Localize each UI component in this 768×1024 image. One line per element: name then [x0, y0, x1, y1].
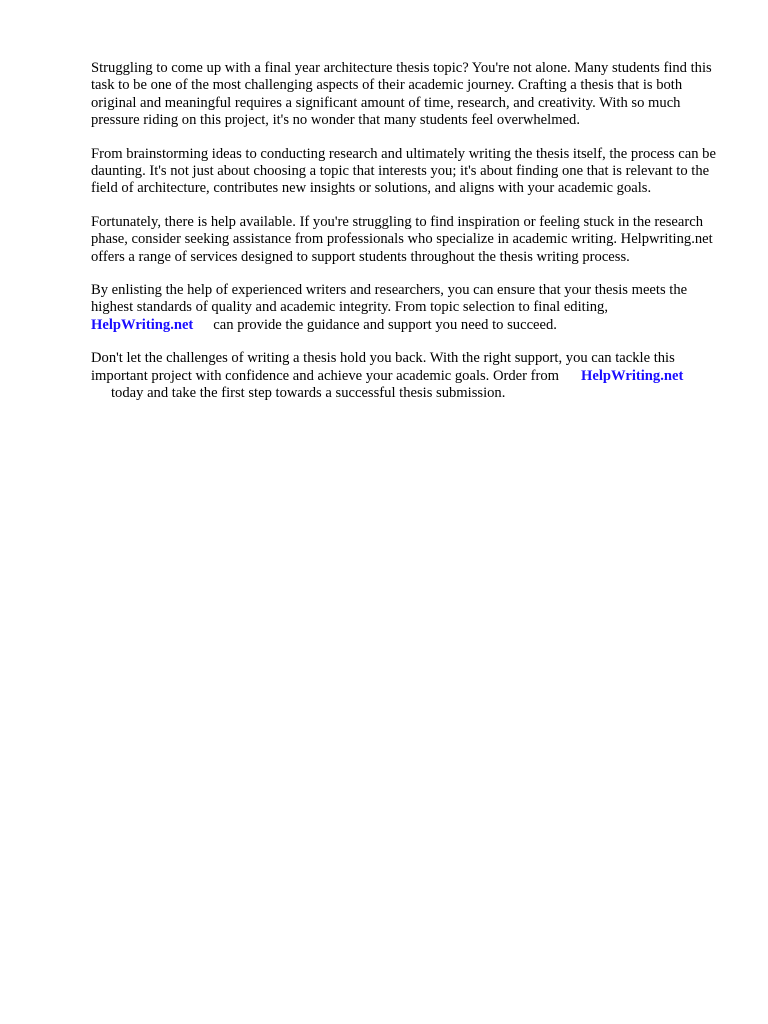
paragraph-order-tail: today and take the first step towards a successful thesis submission.	[111, 385, 506, 402]
helpwriting-order-link[interactable]: HelpWriting.net	[581, 367, 684, 384]
helpwriting-link[interactable]: HelpWriting.net	[91, 316, 194, 333]
paragraph-intro: Struggling to come up with a final year architecture thesis topic? You're not alone. Many students find this task to be one of the most challenging aspects of their academic journey. Crafting a thesis that is both original and meaningful requires a significant amount of time, research, and creativity. With so much pressure riding on this project, it's no wonder that many students feel overwhelmed.	[91, 60, 712, 129]
paragraph-process: From brainstorming ideas to conducting research and ultimately writing the thesis itself, the process can be daunting. It's not just about choosing a topic that interests you; it's about finding one that is relevant to the field of architecture, contributes new insights or solutions, and aligns with your academic goals.	[91, 145, 716, 197]
paragraph-order	[91, 350, 731, 402]
paragraph-enlisting-tail: can provide the guidance and support you need to succeed.	[213, 316, 557, 333]
paragraph-help: Fortunately, there is help available. If you're struggling to find inspiration or feeling stuck in the research phase, consider seeking assistance from professionals who specialize in academic writing. Helpwriting.net offers a range of services designed to support students throughout the thesis writing process.	[91, 213, 713, 265]
paragraph-enlisting-text: By enlisting the help of experienced writers and researchers, you can ensure that your thesis meets the highest standards of quality and academic integrity. From topic selection to final editing,	[91, 282, 688, 316]
paragraph-order-text: Don't let the challenges of writing a thesis hold you back. With the right support, you can tackle this important project with confidence and achieve your academic goals. Order from	[91, 350, 675, 384]
document-body	[91, 60, 731, 419]
paragraph-enlisting	[91, 282, 731, 334]
